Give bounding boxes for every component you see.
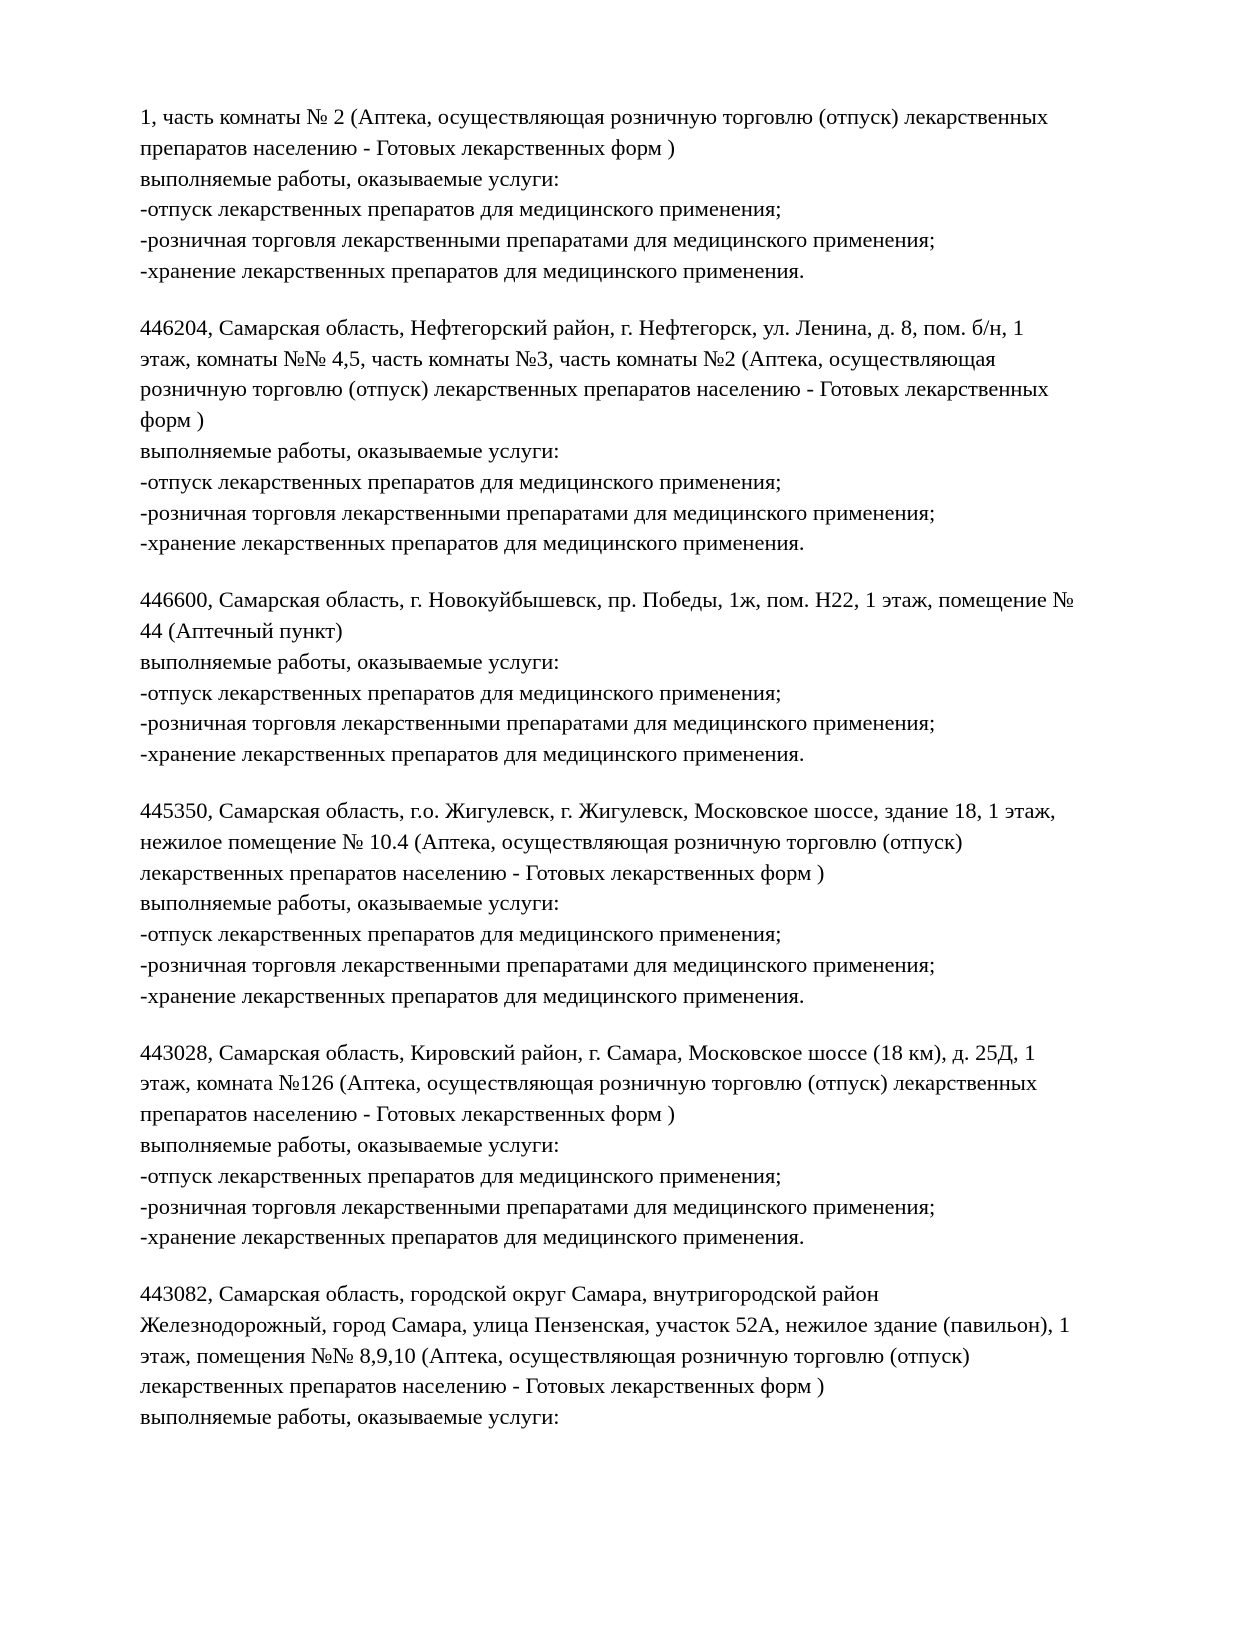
- text-line: лекарственных препаратов населению - Готовых лекарственных форм ): [140, 1373, 825, 1399]
- text-line: 1, часть комнаты № 2 (Аптека, осуществляющая розничную торговлю (отпуск) лекарственных: [140, 104, 1049, 129]
- text-line: -отпуск лекарственных препаратов для медицинского применения;: [140, 921, 782, 947]
- text-line: 446204, Самарская область, Нефтегорский район, г. Нефтегорск, ул. Ленина, д. 8, пом. б/н, 1: [140, 314, 1024, 340]
- text-line: выполняемые работы, оказываемые услуги:: [140, 1131, 560, 1157]
- text-line: -отпуск лекарственных препаратов для медицинского применения;: [140, 468, 782, 494]
- text-line: -хранение лекарственных препаратов для медицинского применения.: [140, 741, 805, 767]
- address-block-446204: [140, 313, 1150, 559]
- text-line: -розничная торговля лекарственными препаратами для медицинского применения;: [140, 499, 936, 525]
- text-line: -розничная торговля лекарственными препаратами для медицинского применения;: [140, 710, 936, 736]
- text-line: Железнодорожный, город Самара, улица Пензенская, участок 52А, нежилое здание (павильон), 1: [140, 1311, 1071, 1337]
- text-line: этаж, помещения №№ 8,9,10 (Аптека, осуществляющая розничную торговлю (отпуск): [140, 1342, 970, 1368]
- text-line: выполняемые работы, оказываемые услуги:: [140, 437, 560, 463]
- document-body: [140, 102, 1150, 1459]
- text-line: 446600, Самарская область, г. Новокуйбышевск, пр. Победы, 1ж, пом. Н22, 1 этаж, помещение №: [140, 587, 1074, 613]
- text-line: форм ): [140, 407, 205, 433]
- text-line: -розничная торговля лекарственными препаратами для медицинского применения;: [140, 951, 936, 977]
- text-line: нежилое помещение № 10.4 (Аптека, осуществляющая розничную торговлю (отпуск): [140, 828, 963, 854]
- text-line: 445350, Самарская область, г.о. Жигулевск, г. Жигулевск, Московское шоссе, здание 18, 1 этаж,: [140, 797, 1056, 823]
- text-line: 44 (Аптечный пункт): [140, 617, 343, 643]
- text-line: розничную торговлю (отпуск) лекарственных препаратов населению - Готовых лекарственных: [140, 376, 1049, 402]
- text-line: выполняемые работы, оказываемые услуги:: [140, 648, 560, 674]
- text-line: этаж, комнаты №№ 4,5, часть комнаты №3, часть комнаты №2 (Аптека, осуществляющая: [140, 345, 996, 371]
- address-block-443028: [140, 1038, 1150, 1254]
- text-line: 443082, Самарская область, городской округ Самара, внутригородской район: [140, 1281, 879, 1307]
- text-line: выполняемые работы, оказываемые услуги:: [140, 890, 560, 916]
- text-line: -отпуск лекарственных препаратов для медицинского применения;: [140, 679, 782, 705]
- address-block-446600: [140, 585, 1150, 770]
- text-line: -хранение лекарственных препаратов для медицинского применения.: [140, 530, 805, 556]
- text-line: -хранение лекарственных препаратов для медицинского применения.: [140, 982, 805, 1008]
- address-block-445350: [140, 796, 1150, 1012]
- text-line: -хранение лекарственных препаратов для медицинского применения.: [140, 257, 805, 283]
- address-block-443082: [140, 1279, 1150, 1433]
- address-block-part-1: [140, 102, 1150, 287]
- text-line: препаратов населению - Готовых лекарственных форм ): [140, 1101, 676, 1127]
- text-line: этаж, комната №126 (Аптека, осуществляющая розничную торговлю (отпуск) лекарственных: [140, 1070, 1038, 1096]
- text-line: выполняемые работы, оказываемые услуги:: [140, 1404, 560, 1430]
- text-line: -отпуск лекарственных препаратов для медицинского применения;: [140, 196, 782, 222]
- text-line: -розничная торговля лекарственными препаратами для медицинского применения;: [140, 1193, 936, 1219]
- text-line: препаратов населению - Готовых лекарственных форм ): [140, 134, 676, 160]
- text-line: 443028, Самарская область, Кировский район, г. Самара, Московское шоссе (18 км), д. 25Д, 1: [140, 1039, 1036, 1065]
- text-line: лекарственных препаратов населению - Готовых лекарственных форм ): [140, 859, 825, 885]
- text-line: -хранение лекарственных препаратов для медицинского применения.: [140, 1224, 805, 1250]
- text-line: -отпуск лекарственных препаратов для медицинского применения;: [140, 1162, 782, 1188]
- text-line: выполняемые работы, оказываемые услуги:: [140, 165, 560, 191]
- text-line: -розничная торговля лекарственными препаратами для медицинского применения;: [140, 227, 936, 253]
